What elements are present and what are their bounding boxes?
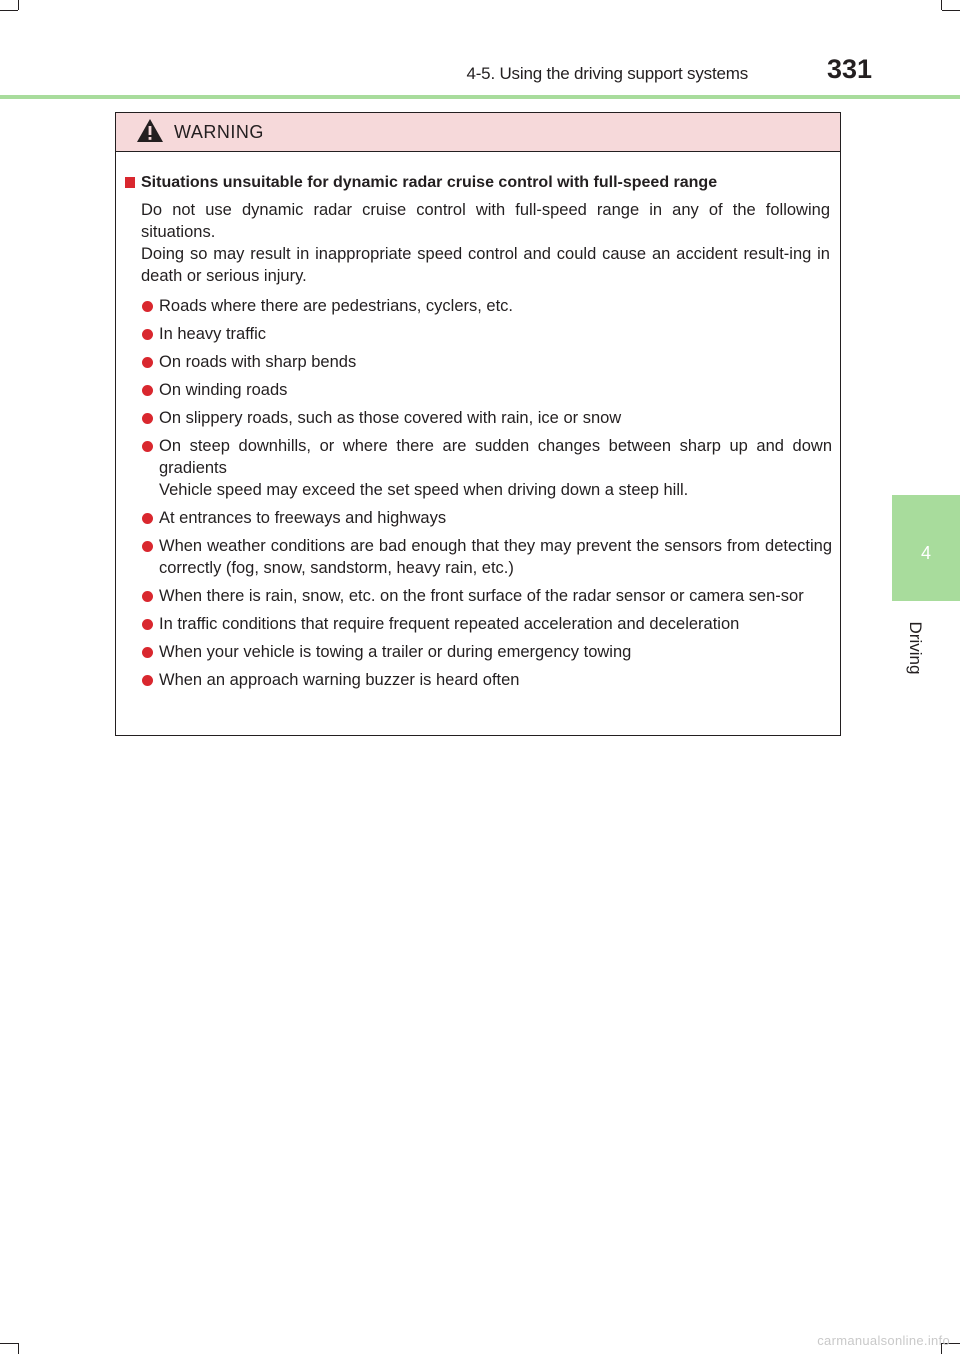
bullet-dot-icon — [142, 513, 153, 524]
list-item-text: When weather conditions are bad enough that they may prevent the sensors from detecting correctly (fog, snow, sandstorm, heavy rain, etc.) — [159, 537, 832, 577]
situation-list — [116, 295, 840, 691]
bullet-dot-icon — [142, 329, 153, 340]
warning-header — [116, 113, 840, 152]
consequence-text: Doing so may result in inappropriate speed control and could cause an accident result-ing in death or serious injury. — [141, 245, 830, 285]
list-item-text: In traffic conditions that require frequent repeated acceleration and deceleration — [159, 615, 740, 633]
intro-text: Do not use dynamic radar cruise control with full-speed range in any of the following situations. — [141, 201, 830, 241]
warning-title: WARNING — [174, 122, 264, 142]
list-item — [159, 641, 832, 663]
warning-box — [115, 112, 841, 736]
bullet-dot-icon — [142, 647, 153, 658]
bullet-dot-icon — [142, 541, 153, 552]
list-item-text: When there is rain, snow, etc. on the front surface of the radar sensor or camera sen-sor — [159, 587, 804, 605]
list-item-text: On steep downhills, or where there are sudden changes between sharp up and down gradients — [159, 437, 832, 477]
bullet-dot-icon — [142, 385, 153, 396]
list-item — [159, 613, 832, 635]
list-item-text: When an approach warning buzzer is heard often — [159, 671, 520, 689]
list-item — [159, 379, 832, 401]
list-item — [159, 295, 832, 317]
crop-mark — [942, 10, 960, 11]
bullet-dot-icon — [142, 357, 153, 368]
page-number: 331 — [826, 54, 872, 84]
chapter-number: 4 — [920, 543, 931, 563]
intro-paragraph — [141, 199, 830, 287]
chapter-label-wrap — [902, 612, 925, 682]
section-heading-text: Situations unsuitable for dynamic radar cruise control with full-speed range — [141, 174, 718, 191]
list-item-text: On slippery roads, such as those covered with rain, ice or snow — [159, 409, 622, 427]
list-item — [159, 435, 832, 501]
warning-content — [116, 172, 840, 697]
bullet-dot-icon — [142, 413, 153, 424]
warning-triangle-icon — [136, 118, 164, 143]
list-item-note: Vehicle speed may exceed the set speed when driving down a steep hill. — [159, 481, 689, 499]
list-item-text: In heavy traffic — [159, 325, 267, 343]
crop-mark — [0, 10, 18, 11]
list-item — [159, 323, 832, 345]
bullet-dot-icon — [142, 301, 153, 312]
square-bullet-icon — [125, 177, 135, 188]
list-item-text: Roads where there are pedestrians, cyclers, etc. — [159, 297, 514, 315]
list-item-text: When your vehicle is towing a trailer or during emergency towing — [159, 643, 632, 661]
list-item-text: At entrances to freeways and highways — [159, 509, 447, 527]
list-item-text: On winding roads — [159, 381, 288, 399]
section-heading — [125, 172, 840, 194]
list-item — [159, 585, 832, 607]
crop-mark — [0, 1343, 18, 1344]
list-item — [159, 535, 832, 579]
bullet-dot-icon — [142, 441, 153, 452]
section-title: 4-5. Using the driving support systems — [466, 64, 748, 83]
bullet-dot-icon — [142, 675, 153, 686]
header-rule — [0, 95, 960, 99]
chapter-tab — [892, 495, 960, 601]
list-item — [159, 407, 832, 429]
crop-mark — [18, 1343, 19, 1354]
bullet-dot-icon — [142, 591, 153, 602]
crop-mark — [941, 0, 942, 10]
list-item — [159, 351, 832, 373]
chapter-label: Driving — [906, 621, 925, 675]
watermark: carmanualsonline.info — [817, 1333, 950, 1348]
list-item — [159, 507, 832, 529]
list-item-text: On roads with sharp bends — [159, 353, 357, 371]
crop-mark — [18, 0, 19, 10]
list-item — [159, 669, 832, 691]
bullet-dot-icon — [142, 619, 153, 630]
